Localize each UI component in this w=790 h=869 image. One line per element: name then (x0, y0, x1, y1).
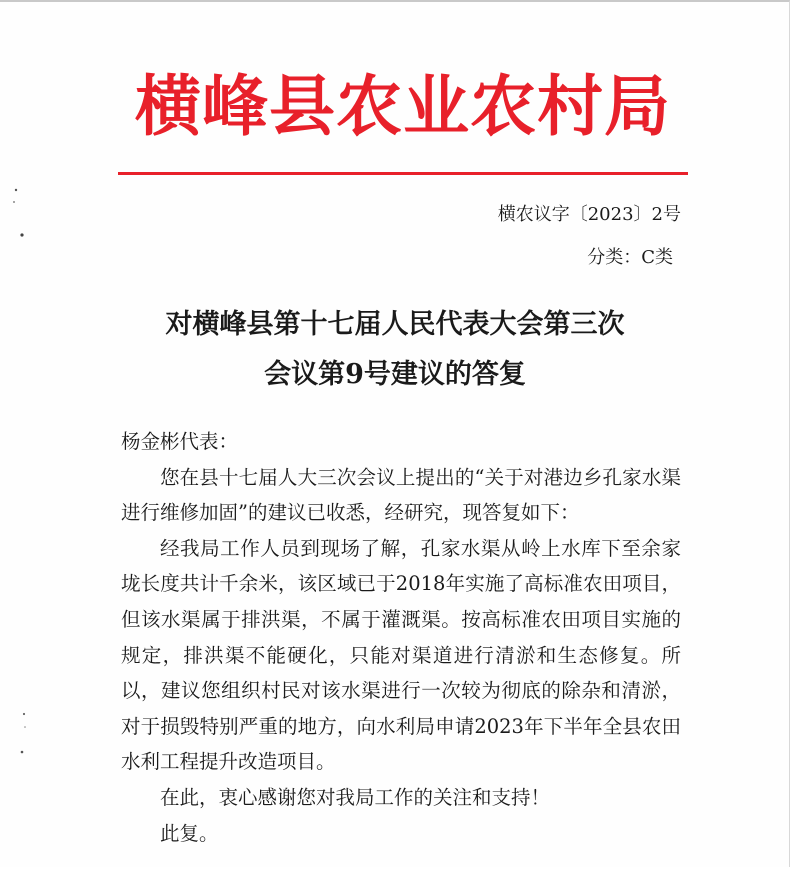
document-title-line-2: 会议第9号建议的答复 (264, 359, 526, 390)
document-title (80, 300, 710, 400)
body-paragraph-2: 经我局工作人员到现场了解，孔家水渠从岭上水库下至余家垅长度共计千余米，该区域已于2018年实施了高标准农田项目，但该水渠属于排洪渠，不属于灌溉渠。按高标准农田项目实施的规定，排洪渠不能硬化，只能对渠道进行清淤和生态修复。所以，建议您组织村民对该水渠进行一次较为彻底的除杂和清淤，对于损毁特别严重的地方，向水利局申请2023年下半年全县农田水利工程提升改造项目。 (121, 536, 681, 774)
body-paragraph-1: 您在县十七届人大三次会议上提出的“关于对港边乡孔家水渠进行维修加固”的建议已收悉，经研究，现答复如下： (121, 465, 681, 525)
closing-line: 此复。 (160, 821, 219, 845)
document-title-line-1: 对横峰县第十七届人民代表大会第三次 (165, 309, 625, 340)
masthead-red-rule (118, 172, 688, 175)
body-paragraph-3: 在此，衷心感谢您对我局工作的关注和支持！ (160, 785, 551, 809)
masthead-organization: 横峰县农业农村局 (135, 68, 671, 145)
document-number: 横农议字〔2023〕2号 (497, 204, 681, 225)
document-classification: 分类：C类 (587, 247, 673, 268)
document-body (121, 424, 681, 851)
salutation: 杨金彬代表： (121, 430, 239, 453)
